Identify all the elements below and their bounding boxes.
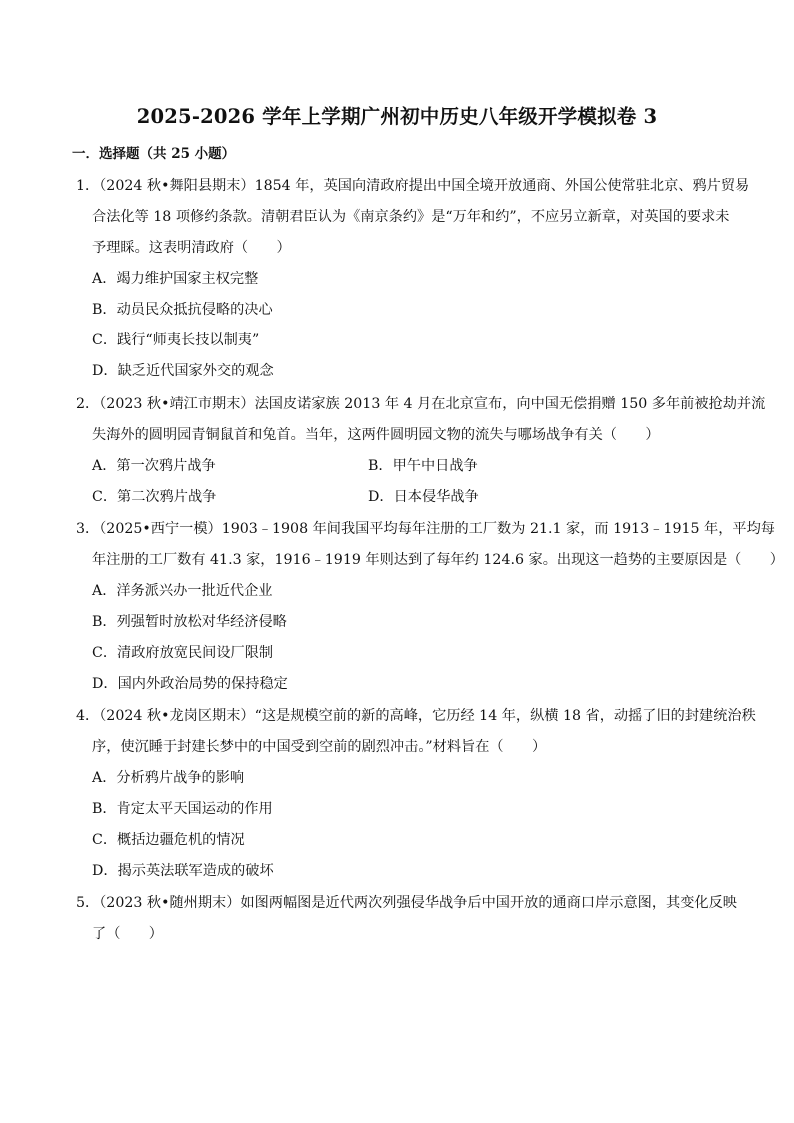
question-line: 3．（2025•西宁一模）1903﹣1908 年间我国平均每年注册的工厂数为 21.1 家，而 1913﹣1915 年，平均每 <box>76 521 775 537</box>
option-b: B．甲午中日战争 <box>368 458 478 474</box>
question-line: 2．（2023 秋•靖江市期末）法国皮诺家族 2013 年 4 月在北京宣布，向中国无偿捐赠 150 多年前被抢劫并流 <box>76 396 766 412</box>
option-d: D．揭示英法联军造成的破坏 <box>92 863 274 879</box>
option-a: A．洋务派兴办一批近代企业 <box>92 583 273 599</box>
question-line: 序，使沉睡于封建长梦中的中国受到空前的剧烈冲击。”材料旨在（ ） <box>92 739 547 755</box>
option-d: D．缺乏近代国家外交的观念 <box>92 363 274 379</box>
question-line: 年注册的工厂数有 41.3 家，1916﹣1919 年则达到了每年约 124.6 家。出现这一趋势的主要原因是（ ） <box>92 552 784 568</box>
option-a: A．竭力维护国家主权完整 <box>92 271 259 287</box>
option-c: C．概括边疆危机的情况 <box>92 832 245 848</box>
option-d: D．国内外政治局势的保持稳定 <box>92 676 288 692</box>
option-a: A．第一次鸦片战争 <box>92 458 216 474</box>
option-a: A．分析鸦片战争的影响 <box>92 770 245 786</box>
option-c: C．第二次鸦片战争 <box>92 489 217 505</box>
option-c: C．践行“师夷长技以制夷” <box>92 332 260 348</box>
question-line: 5．（2023 秋•随州期末）如图两幅图是近代两次列强侵华战争后中国开放的通商口岸示意图，其变化反映 <box>76 895 737 911</box>
option-b: B．动员民众抵抗侵略的决心 <box>92 302 273 318</box>
question-line: 了（ ） <box>92 926 163 942</box>
option-d: D．日本侵华战争 <box>368 489 479 505</box>
question-line: 1．（2024 秋•舞阳县期末）1854 年，英国向清政府提出中国全境开放通商、外国公使常驻北京、鸦片贸易 <box>76 178 750 194</box>
section-heading: 一．选择题（共 25 小题） <box>72 146 236 162</box>
question-line: 予理睬。这表明清政府（ ） <box>92 240 291 256</box>
page-title: 2025-2026 学年上学期广州初中历史八年级开学模拟卷 3 <box>136 105 658 128</box>
question-line: 合法化等 18 项修约条款。清朝君臣认为《南京条约》是“万年和约”，不应另立新章，对英国的要求未 <box>92 209 730 225</box>
option-b: B．列强暂时放松对华经济侵略 <box>92 614 287 630</box>
option-b: B．肯定太平天国运动的作用 <box>92 801 273 817</box>
question-line: 4．（2024 秋•龙岗区期末）“这是规模空前的新的高峰，它历经 14 年，纵横 18 省，动摇了旧的封建统治秩 <box>76 708 756 724</box>
question-line: 失海外的圆明园青铜鼠首和兔首。当年，这两件圆明园文物的流失与哪场战争有关（ ） <box>92 427 660 443</box>
option-c: C．清政府放宽民间设厂限制 <box>92 645 274 661</box>
